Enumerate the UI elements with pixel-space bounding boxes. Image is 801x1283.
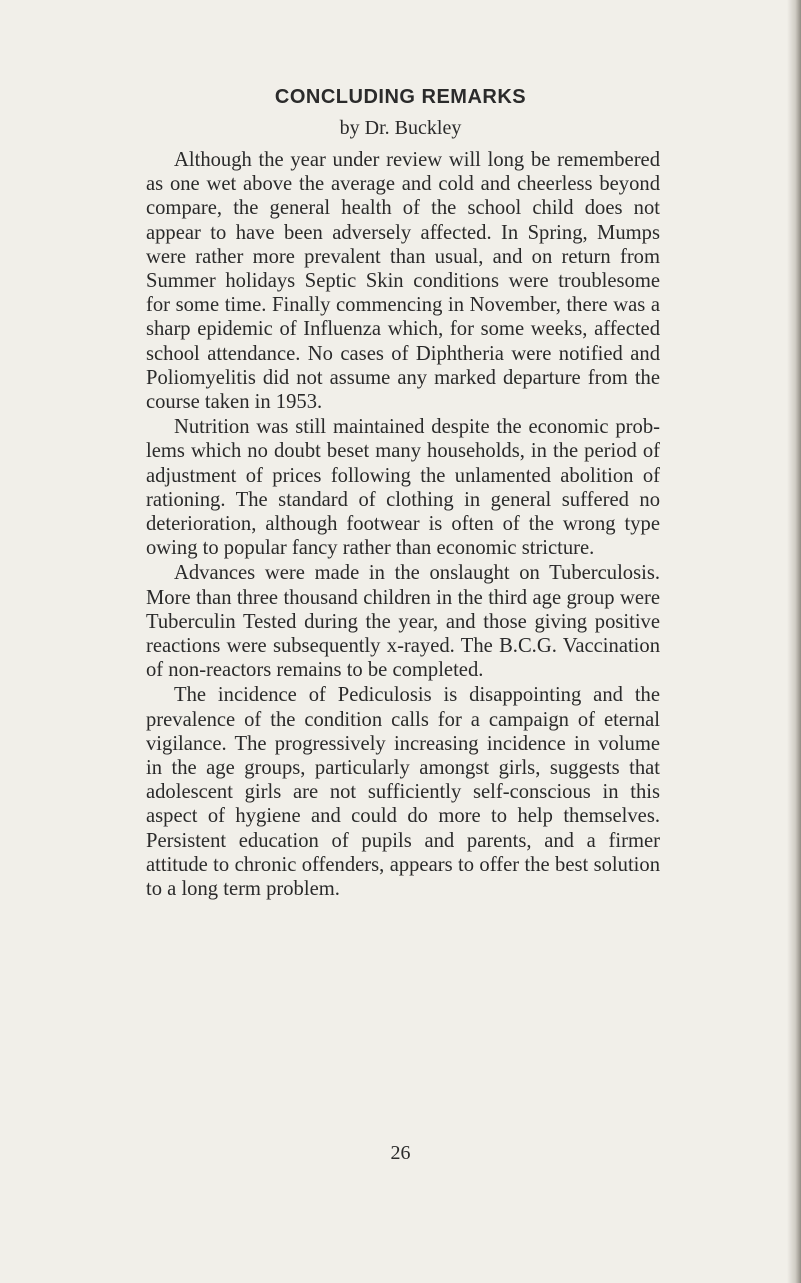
author-byline: by Dr. Buckley bbox=[339, 117, 462, 139]
paragraph-pediculosis: The incidence of Pediculosis is disappointing and the prevalence of the condition calls for a campaign of eternal vigilance. The progressively increasing incidence in volume in the age groups, particularly amongst girls, suggests that adolescent girls are not sufficiently self-conscious in this aspect of hygiene and could do more to help themselves. Persistent education of pupils and parents, and a firmer attitude to chronic offenders, appears to offer the best solution to a long term problem. bbox=[146, 684, 660, 901]
page-number: 26 bbox=[390, 1142, 411, 1164]
paragraph-nutrition: Nutrition was still maintained despite the economic problems which no doubt beset many households, in the period of adjustment of prices following the unlamented abolition of rationing. The standard of clothing in general suffered no deterioration, although footwear is often of the wrong type owing to popular fancy rather than economic stricture. bbox=[146, 416, 660, 560]
body-text bbox=[146, 148, 660, 902]
paragraph-health: Although the year under review will long be remembered as one wet above the average and cold and cheerless beyond compare, the general health of the school child does not appear to have been adversely affected. In Spring, Mumps were rather more prevalent than usual, and on return from Summer holidays Septic Skin conditions were troublesome for some time. Finally commencing in November, there was a sharp epidemic of Influenza which, for some weeks, affected school attendance. No cases of Diphtheria were notified and Poliomyelitis did not assume any marked departure from the course taken in 1953. bbox=[146, 149, 660, 414]
page-edge-shadow bbox=[787, 0, 801, 1283]
paragraph-tuberculosis: Advances were made in the onslaught on Tuberculosis. More than three thousand children in the third age group were Tuberculin Tested during the year, and those giving positive reactions were subsequently x-rayed. The B.C.G. Vaccination of non-reactors remains to be completed. bbox=[146, 562, 660, 682]
page-title: CONCLUDING REMARKS bbox=[274, 86, 527, 108]
